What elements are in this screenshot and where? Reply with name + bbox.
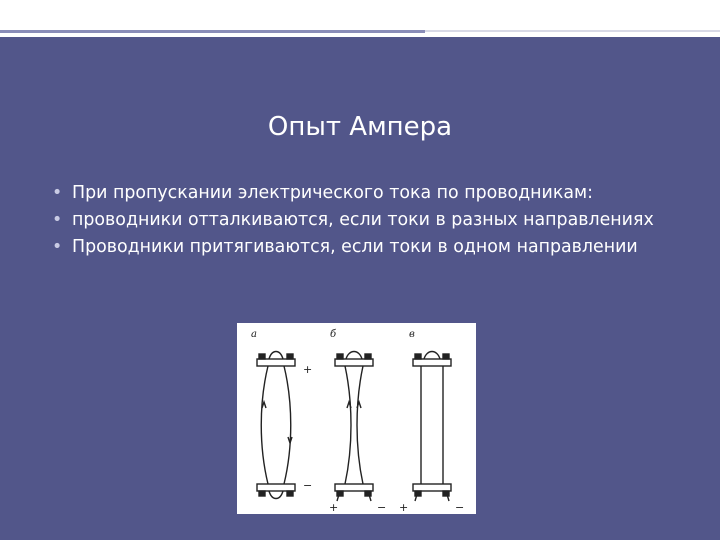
sign-c-bottom-right: − xyxy=(455,501,465,514)
bullet-text: проводники отталкиваются, если токи в разных направлениях xyxy=(72,210,654,230)
bullet-dot: • xyxy=(52,237,63,257)
panel-c-apparatus xyxy=(413,352,451,502)
ampere-diagram xyxy=(237,323,476,514)
sign-c-bottom-left: + xyxy=(399,501,409,514)
bullet-text: При пропускании электрического тока по проводникам: xyxy=(72,183,593,203)
sign-a-bottom: − xyxy=(303,479,313,492)
sign-b-bottom-right: − xyxy=(377,501,387,514)
top-loop-a xyxy=(269,352,283,360)
bottom-bar-c xyxy=(413,484,451,491)
wire-b-right xyxy=(357,366,363,484)
panel-label-c: в xyxy=(409,329,415,340)
slide-title xyxy=(0,112,720,142)
wire-a-left xyxy=(261,366,268,484)
bullet-list xyxy=(52,180,672,261)
bullet-dot: • xyxy=(52,183,63,203)
bullet-dot: • xyxy=(52,210,63,230)
panel-label-b: б xyxy=(330,329,337,340)
sign-a-top: + xyxy=(303,363,313,376)
bullet-item xyxy=(52,180,672,207)
wire-b-left xyxy=(345,366,351,484)
slide-title-text: Опыт Ампера xyxy=(267,112,453,142)
bullet-item xyxy=(52,207,672,234)
bottom-bar-b xyxy=(335,484,373,491)
panel-a-apparatus xyxy=(257,352,295,499)
bullet-item xyxy=(52,234,672,261)
ampere-experiment-figure xyxy=(237,323,476,514)
deco-line-right xyxy=(425,30,720,32)
wire-a-right xyxy=(284,366,291,484)
bullet-text: Проводники притягиваются, если токи в одном направлении xyxy=(72,237,638,257)
top-loop-b xyxy=(346,352,362,360)
bottom-loop-a xyxy=(269,491,283,499)
top-loop-c xyxy=(424,352,440,360)
sign-b-bottom-left: + xyxy=(329,501,339,514)
top-bar-b xyxy=(335,359,373,366)
panel-b-apparatus xyxy=(335,352,373,502)
bottom-bar-a xyxy=(257,484,295,491)
top-bar-c xyxy=(413,359,451,366)
top-bar-a xyxy=(257,359,295,366)
deco-line-left xyxy=(0,30,425,33)
panel-label-a: а xyxy=(251,329,257,340)
